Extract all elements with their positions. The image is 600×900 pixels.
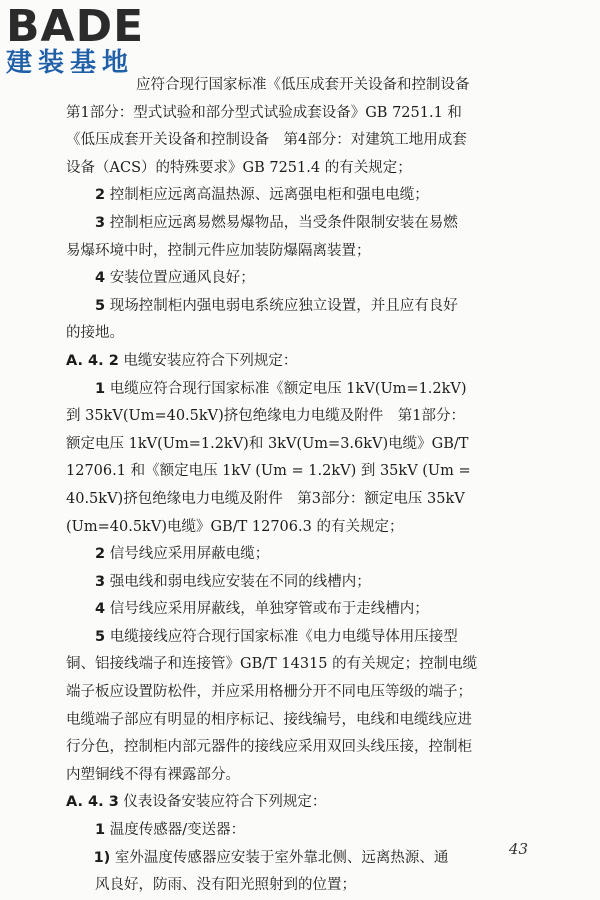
item-number: 5 bbox=[95, 297, 106, 314]
line-text: 电缆应符合现行国家标准《额定电压 1kV(Um=1.2kV) bbox=[109, 380, 467, 397]
item-number: 1) bbox=[93, 849, 111, 866]
text-line bbox=[66, 679, 542, 707]
line-text: 40.5kV)挤包绝缘电力电缆及附件 第3部分：额定电压 35kV bbox=[66, 490, 465, 507]
item-number: 4 bbox=[95, 270, 106, 287]
text-line bbox=[66, 431, 542, 459]
line-text: 《低压成套开关设备和控制设备 第4部分：对建筑工地用成套 bbox=[66, 132, 467, 149]
text-line bbox=[66, 210, 542, 238]
line-text: 信号线应采用屏蔽线，单独穿管或布于走线槽内； bbox=[109, 601, 429, 618]
line-text: 控制柜应远离易燃易爆物品，当受条件限制安装在易燃 bbox=[109, 214, 458, 231]
text-line bbox=[66, 320, 542, 348]
logo-subtitle: 建装基地 bbox=[6, 48, 135, 78]
item-number: 3 bbox=[95, 214, 106, 231]
text-line bbox=[66, 872, 542, 900]
line-text: 的接地。 bbox=[66, 325, 124, 342]
text-line bbox=[66, 817, 542, 845]
text-line bbox=[66, 789, 542, 817]
text-line bbox=[66, 348, 542, 376]
item-number: A. 4. 2 bbox=[66, 352, 119, 369]
line-text: 应符合现行国家标准《低压成套开关设备和控制设备 bbox=[136, 77, 470, 93]
text-line bbox=[66, 762, 542, 790]
text-line bbox=[66, 403, 542, 431]
publisher-logo bbox=[6, 1, 145, 78]
line-text: 易爆环境中时，控制元件应加装防爆隔离装置； bbox=[66, 242, 371, 259]
item-number: 1 bbox=[95, 380, 106, 397]
item-number: 3 bbox=[95, 573, 106, 590]
line-text: 电缆接线应符合现行国家标准《电力电缆导体用压接型 bbox=[109, 628, 458, 645]
line-text: 信号线应采用屏蔽电缆； bbox=[109, 546, 270, 563]
text-line bbox=[66, 845, 542, 873]
line-text: 额定电压 1kV(Um=1.2kV)和 3kV(Um=3.6kV)电缆》GB/T bbox=[66, 435, 469, 452]
line-text: 第1部分：型式试验和部分型式试验成套设备》GB 7251.1 和 bbox=[66, 104, 462, 121]
text-line bbox=[66, 265, 542, 293]
item-number: 2 bbox=[95, 546, 106, 563]
line-text: 风良好，防雨、没有阳光照射到的位置； bbox=[66, 877, 356, 894]
text-line bbox=[66, 707, 542, 735]
line-text: 12706.1 和《额定电压 1kV (Um = 1.2kV) 到 35kV (Um = bbox=[66, 463, 471, 480]
text-line bbox=[66, 569, 542, 597]
line-text: 电缆安装应符合下列规定： bbox=[123, 352, 298, 369]
line-text: 设备（ACS）的特殊要求》GB 7251.4 的有关规定； bbox=[66, 159, 412, 176]
text-line bbox=[66, 514, 542, 542]
text-line bbox=[66, 72, 542, 100]
page-number: 43 bbox=[508, 840, 528, 858]
document-body bbox=[66, 72, 542, 900]
line-text: 电缆端子部应有明显的相序标记、接线编号，电线和电缆线应进 bbox=[66, 711, 472, 728]
item-number: 5 bbox=[95, 628, 106, 645]
text-line bbox=[66, 155, 542, 183]
line-text: (Um=40.5kV)电缆》GB/T 12706.3 的有关规定； bbox=[66, 518, 404, 535]
text-line bbox=[66, 127, 542, 155]
text-line bbox=[66, 624, 542, 652]
text-line bbox=[66, 651, 542, 679]
line-text: 现场控制柜内强电弱电系统应独立设置，并且应有良好 bbox=[109, 297, 458, 314]
line-text: 控制柜应远离高温热源、远离强电柜和强电电缆； bbox=[109, 187, 429, 204]
text-line bbox=[66, 182, 542, 210]
item-number: A. 4. 3 bbox=[66, 794, 119, 811]
text-line bbox=[66, 596, 542, 624]
line-text: 行分色，控制柜内部元器件的接线应采用双回头线压接，控制柜 bbox=[66, 739, 472, 756]
text-line bbox=[66, 376, 542, 404]
text-line bbox=[66, 238, 542, 266]
text-line bbox=[66, 100, 542, 128]
line-text: 室外温度传感器应安装于室外靠北侧、远离热源、通 bbox=[114, 849, 449, 866]
text-line bbox=[66, 541, 542, 569]
text-line bbox=[66, 458, 542, 486]
line-text: 强电线和弱电线应安装在不同的线槽内； bbox=[109, 573, 371, 590]
line-text: 内塑铜线不得有裸露部分。 bbox=[66, 766, 240, 783]
line-text: 仪表设备安装应符合下列规定： bbox=[123, 794, 327, 811]
line-text: 到 35kV(Um=40.5kV)挤包绝缘电力电缆及附件 第1部分： bbox=[66, 408, 466, 425]
text-line bbox=[66, 734, 542, 762]
item-number: 1 bbox=[95, 822, 106, 839]
item-number: 2 bbox=[95, 187, 106, 204]
logo-mark: BADE bbox=[6, 1, 145, 52]
line-text: 铜、铝接线端子和连接管》GB/T 14315 的有关规定；控制电缆 bbox=[66, 656, 478, 673]
text-line bbox=[66, 486, 542, 514]
text-line bbox=[66, 293, 542, 321]
item-number: 4 bbox=[95, 601, 106, 618]
line-text: 温度传感器/变送器： bbox=[109, 822, 246, 839]
line-text: 端子板应设置防松件，并应采用格栅分开不同电压等级的端子； bbox=[66, 684, 472, 701]
line-text: 安装位置应通风良好； bbox=[109, 270, 255, 287]
